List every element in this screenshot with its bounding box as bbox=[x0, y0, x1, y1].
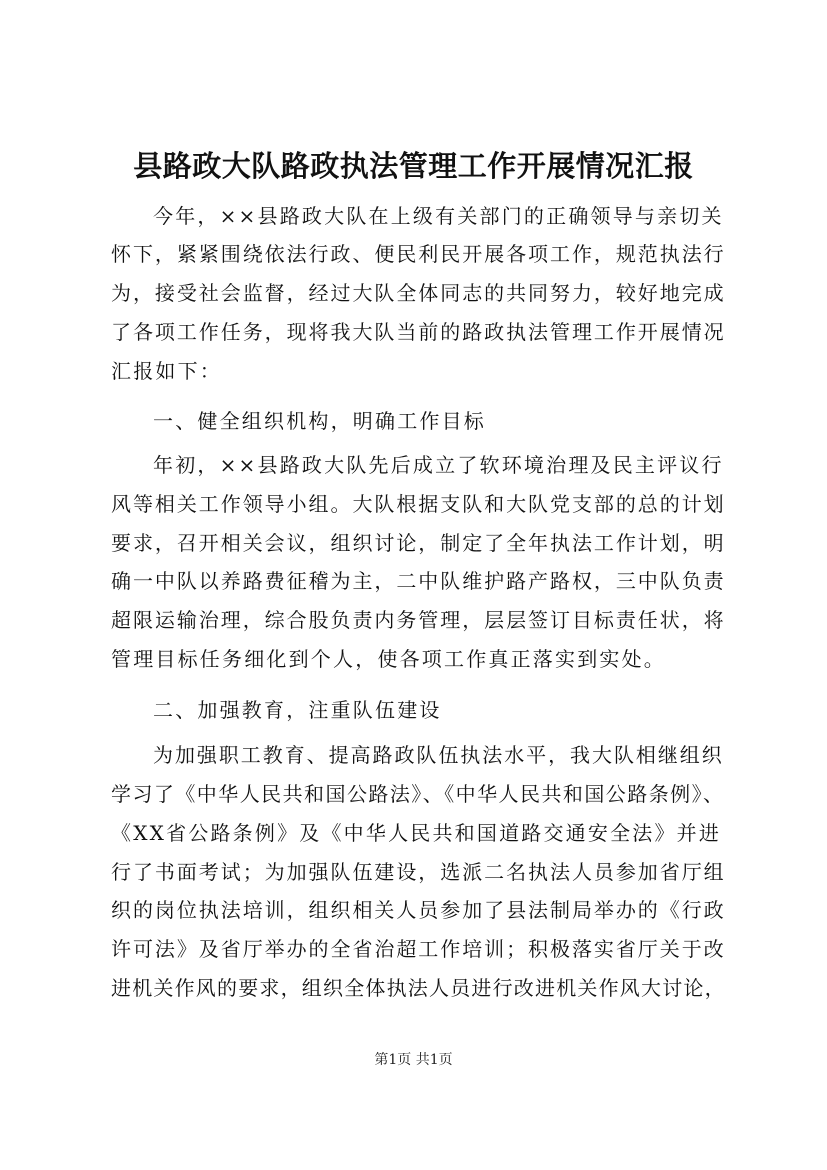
body-line: 《XX省公路条例》及《中华人民共和国道路交通安全法》并进 bbox=[111, 821, 722, 845]
page-number: 第1页 共1页 bbox=[374, 1052, 453, 1068]
body-line: 怀下，紧紧围绕依法行政、便民利民开展各项工作，规范执法行 bbox=[111, 242, 726, 266]
body-line: 进机关作风的要求，组织全体执法人员进行改进机关作风大讨论， bbox=[111, 976, 726, 1000]
body-line: 许可法》及省厅举办的全省治超工作培训；积极落实省厅关于改 bbox=[111, 937, 726, 961]
section-heading: 一、健全组织机构，明确工作目标 bbox=[153, 409, 486, 433]
body-line: 风等相关工作领导小组。大队根据支队和大队党支部的总的计划 bbox=[111, 492, 726, 516]
body-line: 今年，××县路政大队在上级有关部门的正确领导与亲切关 bbox=[153, 204, 724, 228]
body-line: 织的岗位执法培训，组织相关人员参加了县法制局举办的《行政 bbox=[111, 898, 726, 922]
body-line: 年初，××县路政大队先后成立了软环境治理及民主评议行 bbox=[153, 453, 724, 477]
body-line: 行了书面考试；为加强队伍建设，选派二名执法人员参加省厅组 bbox=[111, 860, 726, 884]
body-line: 了各项工作任务，现将我大队当前的路政执法管理工作开展情况 bbox=[111, 320, 726, 344]
body-line: 为，接受社会监督，经过大队全体同志的共同努力，较好地完成 bbox=[111, 281, 726, 305]
body-line: 学习了《中华人民共和国公路法》、《中华人民共和国公路条例》、 bbox=[111, 782, 725, 806]
body-line: 确一中队以养路费征稽为主，二中队维护路产路权，三中队负责 bbox=[111, 569, 726, 593]
document-title: 县路政大队路政执法管理工作开展情况汇报 bbox=[133, 149, 694, 183]
body-line: 要求，召开相关会议，组织讨论，制定了全年执法工作计划，明 bbox=[111, 531, 726, 555]
body-line: 管理目标任务细化到个人，使各项工作真正落实到实处。 bbox=[111, 647, 666, 671]
body-line: 超限运输治理，综合股负责内务管理，层层签订目标责任状，将 bbox=[111, 608, 726, 632]
body-line: 为加强职工教育、提高路政队伍执法水平，我大队相继组织 bbox=[153, 743, 724, 767]
section-heading: 二、加强教育，注重队伍建设 bbox=[153, 698, 442, 722]
body-line: 汇报如下： bbox=[111, 359, 222, 383]
